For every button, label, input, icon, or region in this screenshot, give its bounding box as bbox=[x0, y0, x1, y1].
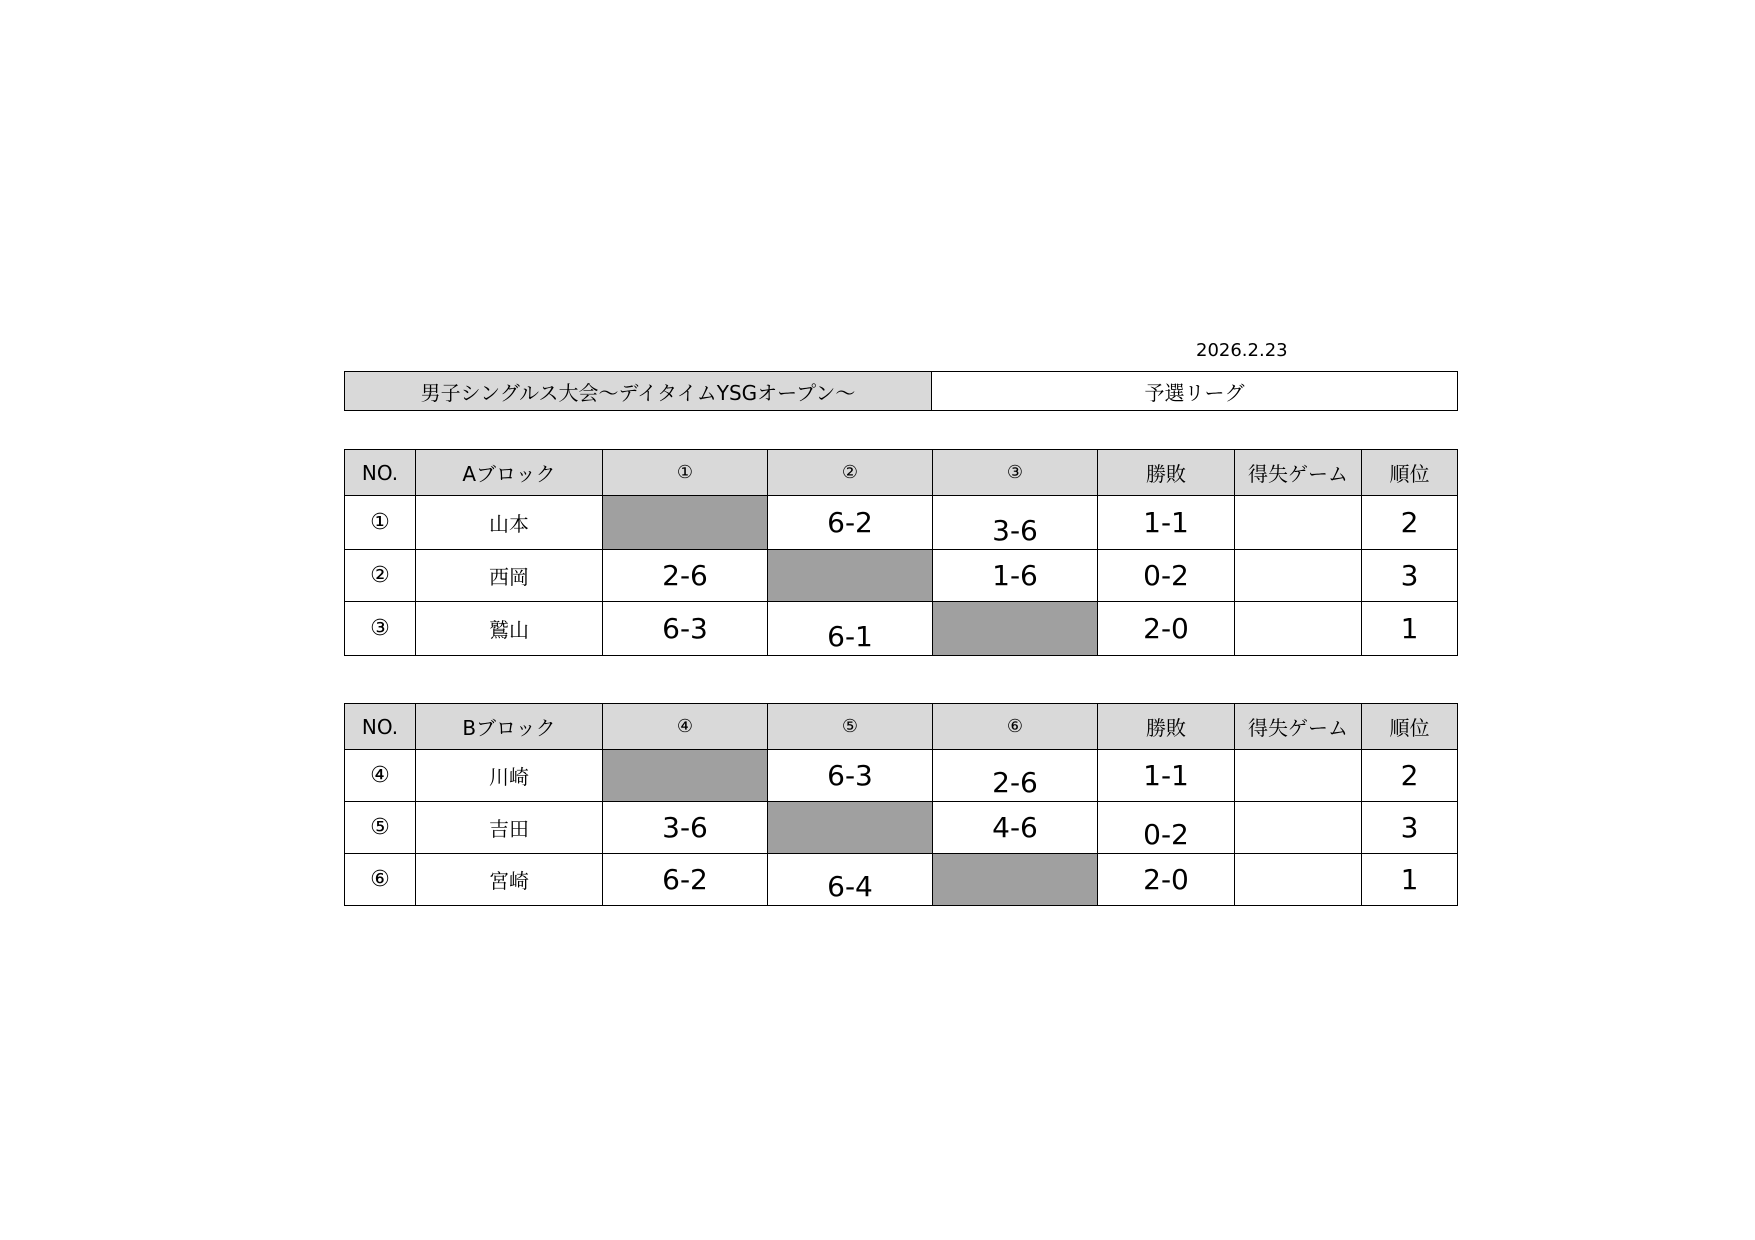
score-cell: 6-2 bbox=[768, 496, 933, 550]
score-cell: 3-6 bbox=[933, 496, 1098, 550]
player-name: 山本 bbox=[416, 496, 603, 550]
game-diff-cell bbox=[1235, 854, 1362, 906]
rank-cell: 1 bbox=[1362, 602, 1458, 656]
self-match-cell bbox=[933, 602, 1098, 656]
header-row bbox=[345, 450, 1458, 496]
table-row bbox=[345, 602, 1458, 656]
game-diff-cell bbox=[1235, 750, 1362, 802]
rank-cell: 3 bbox=[1362, 550, 1458, 602]
score-cell: 6-2 bbox=[603, 854, 768, 906]
table-row bbox=[345, 854, 1458, 906]
record-cell: 0-2 bbox=[1098, 550, 1235, 602]
record-cell: 1-1 bbox=[1098, 750, 1235, 802]
header-opponent-4: ④ bbox=[603, 704, 768, 750]
rank-cell: 1 bbox=[1362, 854, 1458, 906]
player-no: ① bbox=[345, 496, 416, 550]
record-cell: 1-1 bbox=[1098, 496, 1235, 550]
title-table bbox=[344, 371, 1458, 411]
table-row bbox=[345, 750, 1458, 802]
block-b-table bbox=[344, 703, 1458, 906]
player-no: ④ bbox=[345, 750, 416, 802]
header-rank: 順位 bbox=[1362, 704, 1458, 750]
player-name: 川崎 bbox=[416, 750, 603, 802]
score-cell: 6-1 bbox=[768, 602, 933, 656]
stage-title: 予選リーグ bbox=[932, 372, 1458, 411]
header-no: NO. bbox=[345, 450, 416, 496]
player-name: 鷲山 bbox=[416, 602, 603, 656]
player-no: ② bbox=[345, 550, 416, 602]
header-record: 勝敗 bbox=[1098, 704, 1235, 750]
rank-cell: 2 bbox=[1362, 750, 1458, 802]
header-block: Bブロック bbox=[416, 704, 603, 750]
score-cell: 3-6 bbox=[603, 802, 768, 854]
self-match-cell bbox=[603, 750, 768, 802]
score-cell: 2-6 bbox=[603, 550, 768, 602]
player-name: 吉田 bbox=[416, 802, 603, 854]
header-opponent-3: ③ bbox=[933, 450, 1098, 496]
game-diff-cell bbox=[1235, 602, 1362, 656]
header-opponent-6: ⑥ bbox=[933, 704, 1098, 750]
header-opponent-2: ② bbox=[768, 450, 933, 496]
record-cell: 2-0 bbox=[1098, 854, 1235, 906]
header-no: NO. bbox=[345, 704, 416, 750]
header-block: Aブロック bbox=[416, 450, 603, 496]
score-cell: 1-6 bbox=[933, 550, 1098, 602]
score-cell: 4-6 bbox=[933, 802, 1098, 854]
score-cell: 6-4 bbox=[768, 854, 933, 906]
record-cell: 0-2 bbox=[1098, 802, 1235, 854]
header-row bbox=[345, 704, 1458, 750]
table-row bbox=[345, 550, 1458, 602]
header-opponent-1: ① bbox=[603, 450, 768, 496]
player-name: 宮崎 bbox=[416, 854, 603, 906]
self-match-cell bbox=[933, 854, 1098, 906]
record-cell: 2-0 bbox=[1098, 602, 1235, 656]
event-title: 男子シングルス大会～デイタイムYSGオープン～ bbox=[345, 372, 932, 411]
date-label: 2026.2.23 bbox=[1196, 340, 1288, 361]
score-cell: 2-6 bbox=[933, 750, 1098, 802]
player-no: ⑤ bbox=[345, 802, 416, 854]
player-name: 西岡 bbox=[416, 550, 603, 602]
header-game-diff: 得失ゲーム bbox=[1235, 704, 1362, 750]
score-cell: 6-3 bbox=[768, 750, 933, 802]
rank-cell: 2 bbox=[1362, 496, 1458, 550]
game-diff-cell bbox=[1235, 550, 1362, 602]
rank-cell: 3 bbox=[1362, 802, 1458, 854]
table-row bbox=[345, 496, 1458, 550]
player-no: ③ bbox=[345, 602, 416, 656]
header-record: 勝敗 bbox=[1098, 450, 1235, 496]
player-no: ⑥ bbox=[345, 854, 416, 906]
header-game-diff: 得失ゲーム bbox=[1235, 450, 1362, 496]
block-a-table bbox=[344, 449, 1458, 656]
game-diff-cell bbox=[1235, 496, 1362, 550]
self-match-cell bbox=[768, 550, 933, 602]
self-match-cell bbox=[603, 496, 768, 550]
table-row bbox=[345, 802, 1458, 854]
game-diff-cell bbox=[1235, 802, 1362, 854]
self-match-cell bbox=[768, 802, 933, 854]
header-opponent-5: ⑤ bbox=[768, 704, 933, 750]
score-cell: 6-3 bbox=[603, 602, 768, 656]
header-rank: 順位 bbox=[1362, 450, 1458, 496]
